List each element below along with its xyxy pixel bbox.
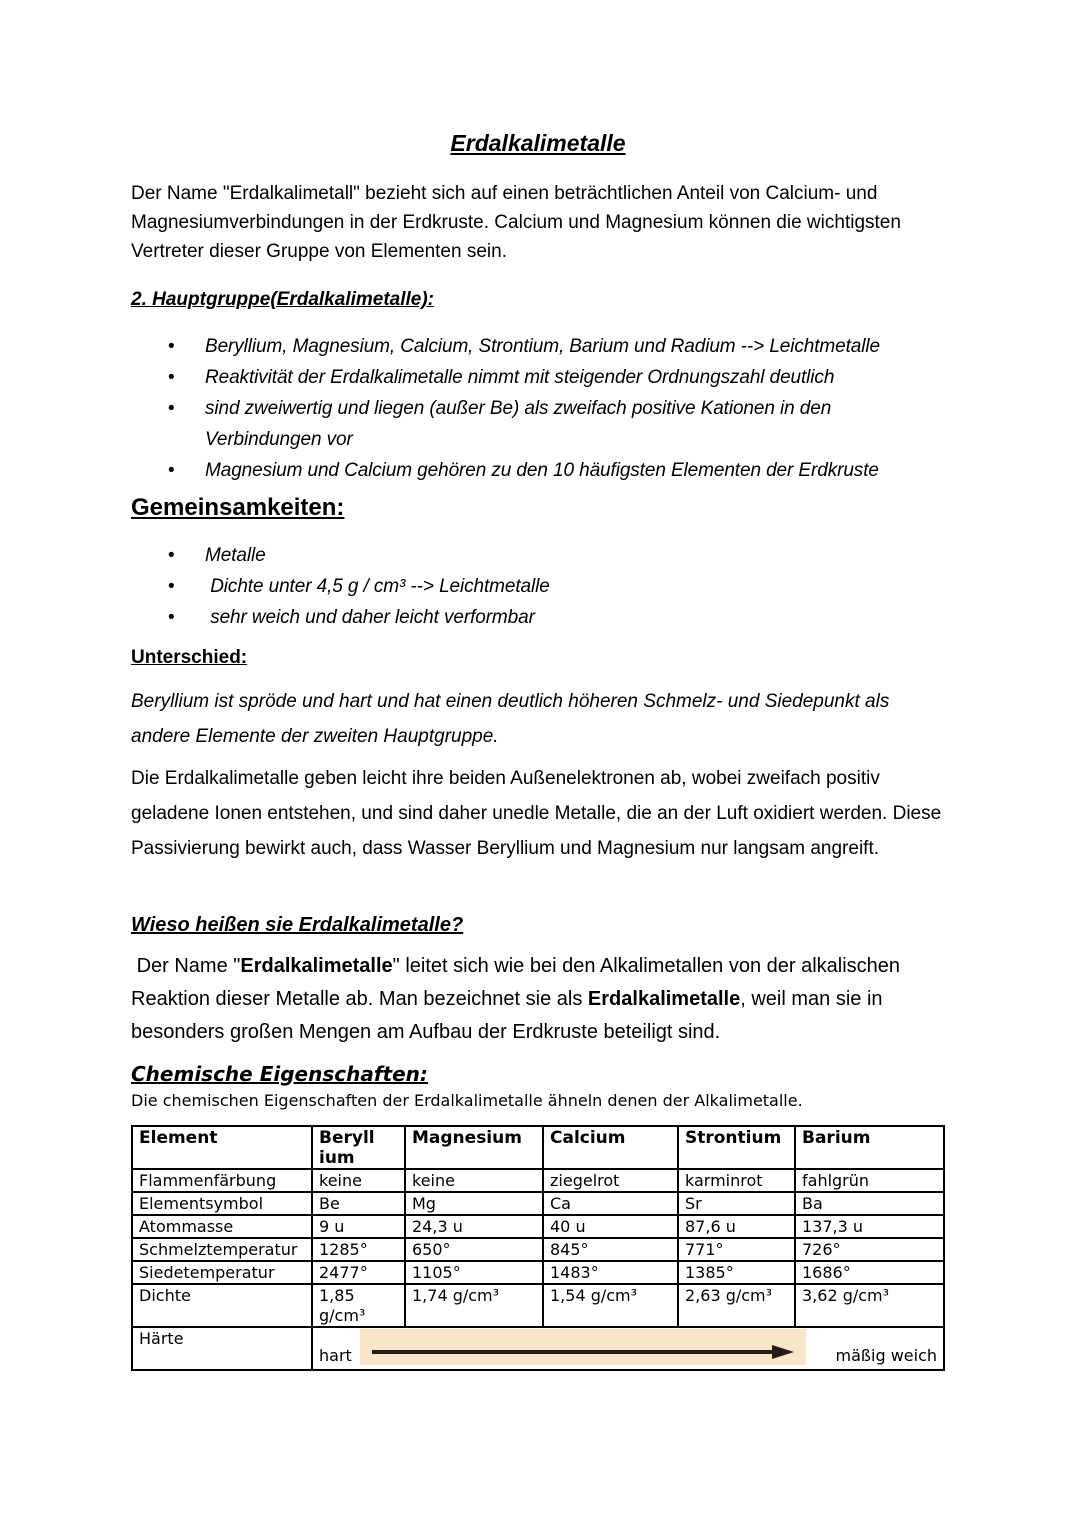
column-header-calcium: Calcium <box>543 1126 678 1169</box>
hauptgruppe-list <box>131 331 895 486</box>
column-header-strontium: Strontium <box>678 1126 795 1169</box>
table-cell: 2477° <box>312 1261 405 1284</box>
table-cell: 40 u <box>543 1215 678 1238</box>
intro-paragraph: Der Name "Erdalkalimetall" bezieht sich auf einen beträchtlichen Anteil von Calcium- und Magnesiumverbindungen in der Erdkruste. Calcium und Magnesium können die wichtigsten Vertreter dieser Gruppe von Elementen sein. <box>131 183 907 262</box>
table-cell: 1,74 g/cm³ <box>405 1284 543 1327</box>
table-row-haerte <box>132 1327 944 1370</box>
table-cell: Mg <box>405 1192 543 1215</box>
table-cell: 1483° <box>543 1261 678 1284</box>
list-item: • sehr weich und daher leicht verformbar <box>205 602 895 633</box>
table-cell: Sr <box>678 1192 795 1215</box>
row-label: Schmelztemperatur <box>132 1238 312 1261</box>
table-row <box>132 1192 944 1215</box>
table-cell: ziegelrot <box>543 1169 678 1192</box>
table-cell: 137,3 u <box>795 1215 944 1238</box>
table-cell: 1,85 g/cm³ <box>312 1284 405 1327</box>
table-caption: Die chemischen Eigenschaften der Erdalkalimetalle ähneln denen der Alkalimetalle. <box>131 1091 803 1110</box>
heading-unterschied: Unterschied: <box>131 647 248 668</box>
wieso-text: " leitet sich wie bei den Alkalimetallen von der alkalischen Reaktion dieser Metalle ab. Man bezeichnet sie als <box>131 955 906 1010</box>
table-cell: fahlgrün <box>795 1169 944 1192</box>
table-cell: keine <box>312 1169 405 1192</box>
hardness-highlight-band <box>360 1329 806 1365</box>
table-cell: 1285° <box>312 1238 405 1261</box>
column-header-barium: Barium <box>795 1126 944 1169</box>
list-item: • Dichte unter 4,5 g / cm³ --> Leichtmetalle <box>205 571 895 602</box>
right-arrow-icon <box>370 1344 796 1360</box>
wieso-text: Der Name " <box>131 955 241 977</box>
unterschied-paragraph-italic: Beryllium ist spröde und hart und hat einen deutlich höheren Schmelz- und Siedepunkt als andere Elemente der zweiten Hauptgruppe. <box>131 691 895 747</box>
table-cell: 1385° <box>678 1261 795 1284</box>
table-cell: 9 u <box>312 1215 405 1238</box>
heading-chemische-eigenschaften: Chemische Eigenschaften: <box>131 1062 428 1086</box>
list-item: • Reaktivität der Erdalkalimetalle nimmt mit steigender Ordnungszahl deutlich <box>205 362 895 393</box>
row-label: Dichte <box>132 1284 312 1327</box>
table-cell: Ba <box>795 1192 944 1215</box>
table-cell: 845° <box>543 1238 678 1261</box>
heading-gemeinsamkeiten: Gemeinsamkeiten: <box>131 494 345 521</box>
row-label: Elementsymbol <box>132 1192 312 1215</box>
table-cell: 1105° <box>405 1261 543 1284</box>
table-row <box>132 1238 944 1261</box>
row-label: Atommasse <box>132 1215 312 1238</box>
table-cell: 2,63 g/cm³ <box>678 1284 795 1327</box>
wieso-text: , weil man sie in besonders großen Mengen am Aufbau der Erdkruste beteiligt sind. <box>131 988 889 1043</box>
column-header-magnesium: Magnesium <box>405 1126 543 1169</box>
hardness-right-label: mäßig weich <box>835 1346 937 1365</box>
table-row <box>132 1169 944 1192</box>
heading-hauptgruppe: 2. Hauptgruppe(Erdalkalimetalle): <box>131 289 435 310</box>
wieso-paragraph <box>131 950 945 1049</box>
table-cell: Be <box>312 1192 405 1215</box>
row-label: Siedetemperatur <box>132 1261 312 1284</box>
table-cell: 771° <box>678 1238 795 1261</box>
table-cell: 3,62 g/cm³ <box>795 1284 944 1327</box>
table-cell: 24,3 u <box>405 1215 543 1238</box>
row-label: Härte <box>132 1327 312 1370</box>
hardness-trend-cell <box>312 1327 944 1370</box>
list-item: • Metalle <box>205 540 895 571</box>
table-cell: 650° <box>405 1238 543 1261</box>
list-item: • Magnesium und Calcium gehören zu den 10 häufigsten Elementen der Erdkruste <box>205 455 895 486</box>
list-item: • sind zweiwertig und liegen (außer Be) als zweifach positive Kationen in den Verbindungen vor <box>205 393 895 455</box>
table-row <box>132 1215 944 1238</box>
gemeinsamkeiten-list <box>131 540 895 633</box>
row-label: Flammenfärbung <box>132 1169 312 1192</box>
unterschied-paragraph: Die Erdalkalimetalle geben leicht ihre beiden Außenelektronen ab, wobei zweifach positiv geladene Ionen entstehen, und sind daher unedle Metalle, die an der Luft oxidiert werden. Diese Passivierung bewirkt auch, dass Wasser Beryllium und Magnesium nur langsam angreift. <box>131 768 947 859</box>
page-title: Erdalkalimetalle <box>450 130 626 156</box>
table-cell: 1,54 g/cm³ <box>543 1284 678 1327</box>
table-header-row <box>132 1126 944 1169</box>
table-row <box>132 1261 944 1284</box>
wieso-bold-term: Erdalkalimetalle <box>240 955 393 977</box>
hardness-left-label: hart <box>319 1346 352 1365</box>
column-header-element: Element <box>132 1126 312 1169</box>
properties-table <box>131 1125 945 1371</box>
wieso-bold-term: Erdalkalimetalle <box>587 988 741 1010</box>
table-cell: 726° <box>795 1238 944 1261</box>
document-content <box>131 130 945 1371</box>
table-row <box>132 1284 944 1327</box>
table-cell: keine <box>405 1169 543 1192</box>
list-item: • Beryllium, Magnesium, Calcium, Strontium, Barium und Radium --> Leichtmetalle <box>205 331 895 362</box>
table-cell: 1686° <box>795 1261 944 1284</box>
table-cell: 87,6 u <box>678 1215 795 1238</box>
table-cell: Ca <box>543 1192 678 1215</box>
column-header-beryllium: Beryllium <box>312 1126 405 1169</box>
table-cell: karminrot <box>678 1169 795 1192</box>
heading-wieso: Wieso heißen sie Erdalkalimetalle? <box>131 914 464 936</box>
